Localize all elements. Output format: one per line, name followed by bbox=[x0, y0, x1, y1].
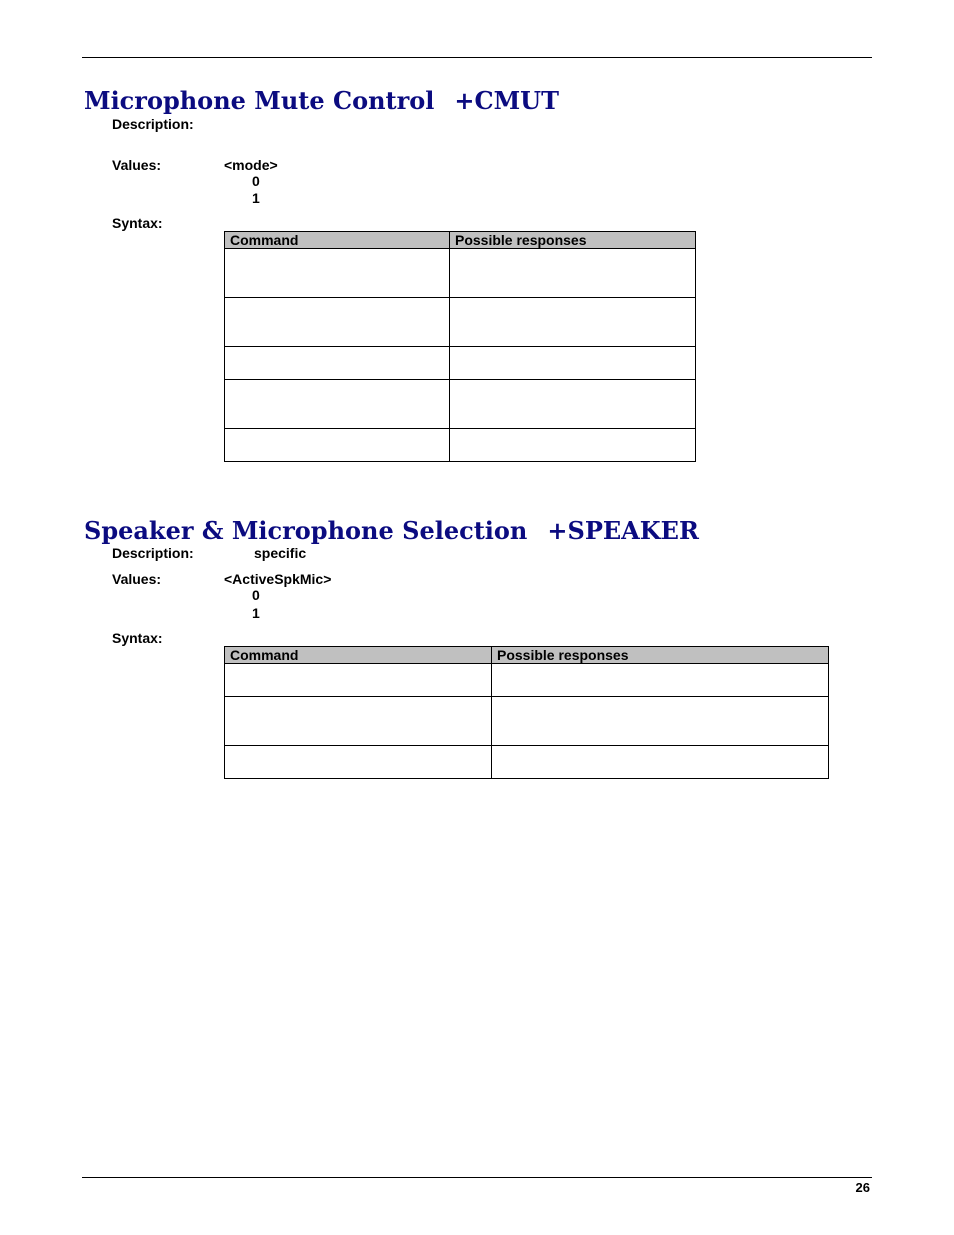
values-label: Values: bbox=[112, 157, 162, 173]
syntax-table-speaker bbox=[224, 646, 829, 779]
response-cell bbox=[492, 664, 829, 697]
column-header-command: Command bbox=[225, 232, 450, 249]
table-header-row bbox=[225, 647, 829, 664]
header-rule bbox=[82, 57, 872, 58]
param-value: 1 bbox=[252, 190, 260, 206]
section-title: Microphone Mute Control bbox=[84, 86, 435, 115]
param-value: 0 bbox=[252, 587, 260, 603]
command-cell bbox=[225, 298, 450, 347]
table-row bbox=[225, 380, 696, 429]
table-row bbox=[225, 746, 829, 779]
command-cell bbox=[225, 429, 450, 462]
column-header-responses: Possible responses bbox=[492, 647, 829, 664]
param-value: 1 bbox=[252, 605, 260, 621]
section-title: Speaker & Microphone Selection bbox=[84, 516, 528, 545]
column-header-responses: Possible responses bbox=[450, 232, 696, 249]
table-row bbox=[225, 347, 696, 380]
param-name: <ActiveSpkMic> bbox=[224, 571, 332, 587]
description-label: Description: bbox=[112, 545, 194, 561]
command-cell bbox=[225, 380, 450, 429]
response-cell bbox=[492, 746, 829, 779]
response-cell bbox=[450, 380, 696, 429]
table-row bbox=[225, 249, 696, 298]
column-header-command: Command bbox=[225, 647, 492, 664]
syntax-label: Syntax: bbox=[112, 630, 163, 646]
description-label: Description: bbox=[112, 116, 194, 132]
table-row bbox=[225, 429, 696, 462]
response-cell bbox=[450, 429, 696, 462]
command-cell bbox=[225, 697, 492, 746]
section-command: +CMUT bbox=[454, 86, 559, 115]
syntax-table-cmut bbox=[224, 231, 696, 462]
table-row bbox=[225, 664, 829, 697]
response-cell bbox=[450, 347, 696, 380]
syntax-label: Syntax: bbox=[112, 215, 163, 231]
table-header-row bbox=[225, 232, 696, 249]
response-cell bbox=[492, 697, 829, 746]
section-heading-cmut bbox=[84, 86, 559, 115]
response-cell bbox=[450, 249, 696, 298]
param-name: <mode> bbox=[224, 157, 278, 173]
footer-rule bbox=[82, 1177, 872, 1178]
table-row bbox=[225, 298, 696, 347]
page-number: 26 bbox=[855, 1180, 870, 1195]
param-value: 0 bbox=[252, 173, 260, 189]
command-cell bbox=[225, 249, 450, 298]
section-heading-speaker bbox=[84, 516, 699, 545]
description-text: specific bbox=[254, 545, 307, 561]
command-cell bbox=[225, 746, 492, 779]
values-label: Values: bbox=[112, 571, 162, 587]
command-cell bbox=[225, 664, 492, 697]
command-cell bbox=[225, 347, 450, 380]
section-command: +SPEAKER bbox=[547, 516, 699, 545]
response-cell bbox=[450, 298, 696, 347]
table-row bbox=[225, 697, 829, 746]
